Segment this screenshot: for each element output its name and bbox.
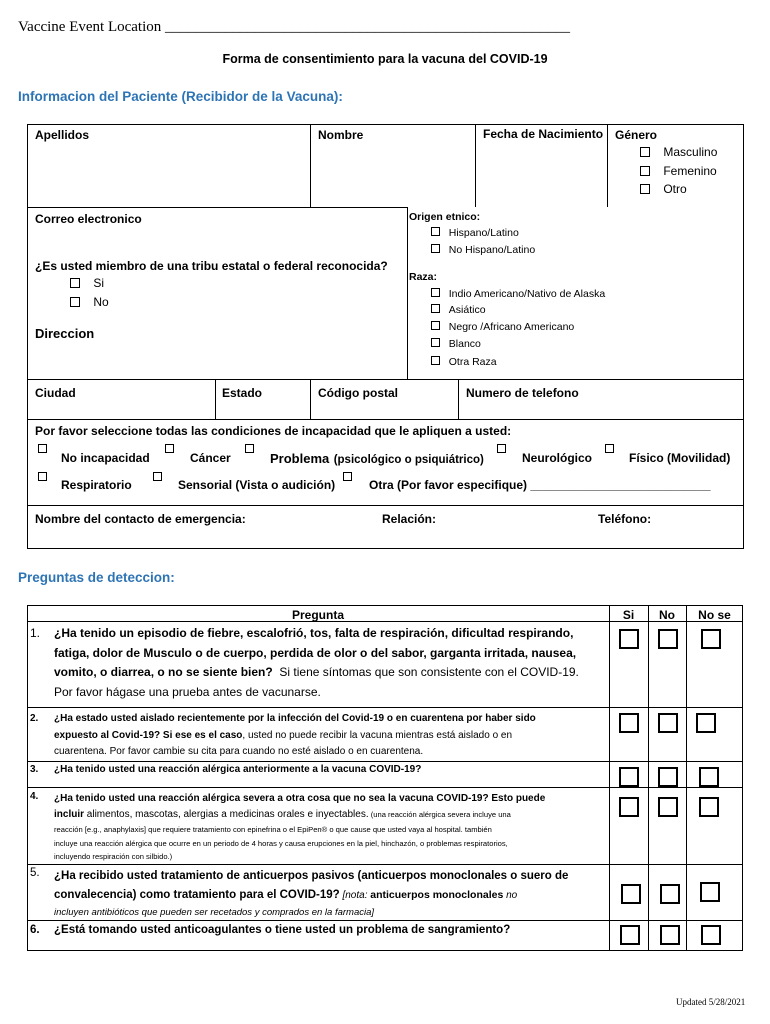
q1-nose-checkbox[interactable]: [701, 629, 721, 649]
telefono-field[interactable]: Numero de telefono: [466, 386, 579, 400]
checkbox-icon[interactable]: [640, 166, 650, 176]
q2-si-checkbox[interactable]: [619, 713, 639, 733]
tribu-question: ¿Es usted miembro de una tribu estatal o federal reconocida?: [35, 259, 388, 273]
nombre-field[interactable]: Nombre: [318, 128, 364, 142]
genero-label: Género: [615, 128, 658, 142]
genero-femenino-option[interactable]: Femenino: [640, 164, 717, 178]
raza-indio-option[interactable]: Indio Americano/Nativo de Alaska: [431, 288, 605, 300]
cancer-label: Cáncer: [190, 451, 231, 465]
col-nose: No se: [698, 608, 731, 622]
sensorial-checkbox[interactable]: [153, 472, 162, 481]
screening-heading: Preguntas de deteccion:: [18, 570, 175, 585]
q5-si-checkbox[interactable]: [621, 884, 641, 904]
location-blank[interactable]: ______________________________________________________: [165, 19, 571, 35]
col-no: No: [659, 608, 675, 622]
fecha-nacimiento-field[interactable]: Fecha de Nacimiento: [483, 127, 604, 141]
raza-negro-option[interactable]: Negro /Africano Americano: [431, 321, 574, 333]
ciudad-field[interactable]: Ciudad: [35, 386, 76, 400]
fisico-label: Físico (Movilidad): [629, 451, 731, 465]
raza-blanco-option[interactable]: Blanco: [431, 338, 481, 350]
col-pregunta: Pregunta: [291, 608, 344, 622]
neurologico-checkbox[interactable]: [497, 444, 506, 453]
raza-otra-option[interactable]: Otra Raza: [431, 356, 497, 368]
otra-label[interactable]: Otra (Por favor especifique) ___________________________: [369, 478, 711, 492]
origen-hispano-option[interactable]: Hispano/Latino: [431, 227, 519, 239]
respiratorio-checkbox[interactable]: [38, 472, 47, 481]
q6-no-checkbox[interactable]: [660, 925, 680, 945]
updated-date: Updated 5/28/2021: [676, 997, 746, 1007]
emergencia-telefono-field[interactable]: Teléfono:: [598, 512, 652, 526]
col-si: Si: [622, 608, 635, 622]
cancer-checkbox[interactable]: [165, 444, 174, 453]
q5-no-checkbox[interactable]: [660, 884, 680, 904]
checkbox-icon[interactable]: [70, 278, 80, 288]
q6-nose-checkbox[interactable]: [701, 925, 721, 945]
form-title: Forma de consentimiento para la vacuna del COVID-19: [222, 52, 548, 66]
q3-no-checkbox[interactable]: [658, 767, 678, 787]
genero-masculino-option[interactable]: Masculino: [640, 145, 717, 159]
direccion-field[interactable]: Direccion: [35, 326, 95, 341]
q3-si-checkbox[interactable]: [619, 767, 639, 787]
correo-field[interactable]: Correo electronico: [35, 212, 142, 226]
sensorial-label: Sensorial (Vista o audición): [178, 478, 336, 492]
tribu-si-option[interactable]: Si: [70, 276, 104, 290]
emergencia-contacto-field[interactable]: Nombre del contacto de emergencia:: [35, 512, 246, 526]
condiciones-prompt: Por favor seleccione todas las condiciones de incapacidad que le apliquen a usted:: [35, 424, 512, 438]
otra-checkbox[interactable]: [343, 472, 352, 481]
raza-asiatico-option[interactable]: Asiático: [431, 304, 486, 316]
checkbox-icon[interactable]: [431, 321, 440, 330]
q4-no-checkbox[interactable]: [658, 797, 678, 817]
respiratorio-label: Respiratorio: [61, 478, 132, 492]
q1-si-checkbox[interactable]: [619, 629, 639, 649]
q4-nose-checkbox[interactable]: [699, 797, 719, 817]
checkbox-icon[interactable]: [640, 184, 650, 194]
problema-label: Problema (psicológico o psiquiátrico): [270, 451, 484, 466]
codigo-postal-field[interactable]: Código postal: [318, 386, 398, 400]
q1-no-checkbox[interactable]: [658, 629, 678, 649]
genero-otro-option[interactable]: Otro: [640, 182, 687, 196]
q2-no-checkbox[interactable]: [658, 713, 678, 733]
checkbox-icon[interactable]: [431, 304, 440, 313]
fisico-checkbox[interactable]: [605, 444, 614, 453]
checkbox-icon[interactable]: [70, 297, 80, 307]
apellidos-field[interactable]: Apellidos: [35, 128, 90, 142]
checkbox-icon[interactable]: [640, 147, 650, 157]
q2-nose-checkbox[interactable]: [696, 713, 716, 733]
q6-si-checkbox[interactable]: [620, 925, 640, 945]
location-label: Vaccine Event Location: [18, 19, 162, 35]
checkbox-icon[interactable]: [431, 288, 440, 297]
checkbox-icon[interactable]: [431, 356, 440, 365]
emergencia-relacion-field[interactable]: Relación:: [382, 512, 437, 526]
estado-field[interactable]: Estado: [222, 386, 263, 400]
patient-section-heading: Informacion del Paciente (Recibidor de la Vacuna):: [18, 89, 343, 104]
checkbox-icon[interactable]: [431, 244, 440, 253]
checkbox-icon[interactable]: [431, 227, 440, 236]
raza-label: Raza:: [409, 271, 438, 283]
problema-checkbox[interactable]: [245, 444, 254, 453]
tribu-no-option[interactable]: No: [70, 295, 109, 309]
no-incapacidad-label: No incapacidad: [61, 451, 150, 465]
vaccine-event-location: [18, 19, 570, 36]
q5-nose-checkbox[interactable]: [700, 882, 720, 902]
q4-si-checkbox[interactable]: [619, 797, 639, 817]
neurologico-label: Neurológico: [522, 451, 593, 465]
no-incapacidad-checkbox[interactable]: [38, 444, 47, 453]
checkbox-icon[interactable]: [431, 338, 440, 347]
q3-nose-checkbox[interactable]: [699, 767, 719, 787]
origen-etnico-label: Origen etnico:: [409, 211, 481, 223]
origen-no-hispano-option[interactable]: No Hispano/Latino: [431, 244, 535, 256]
